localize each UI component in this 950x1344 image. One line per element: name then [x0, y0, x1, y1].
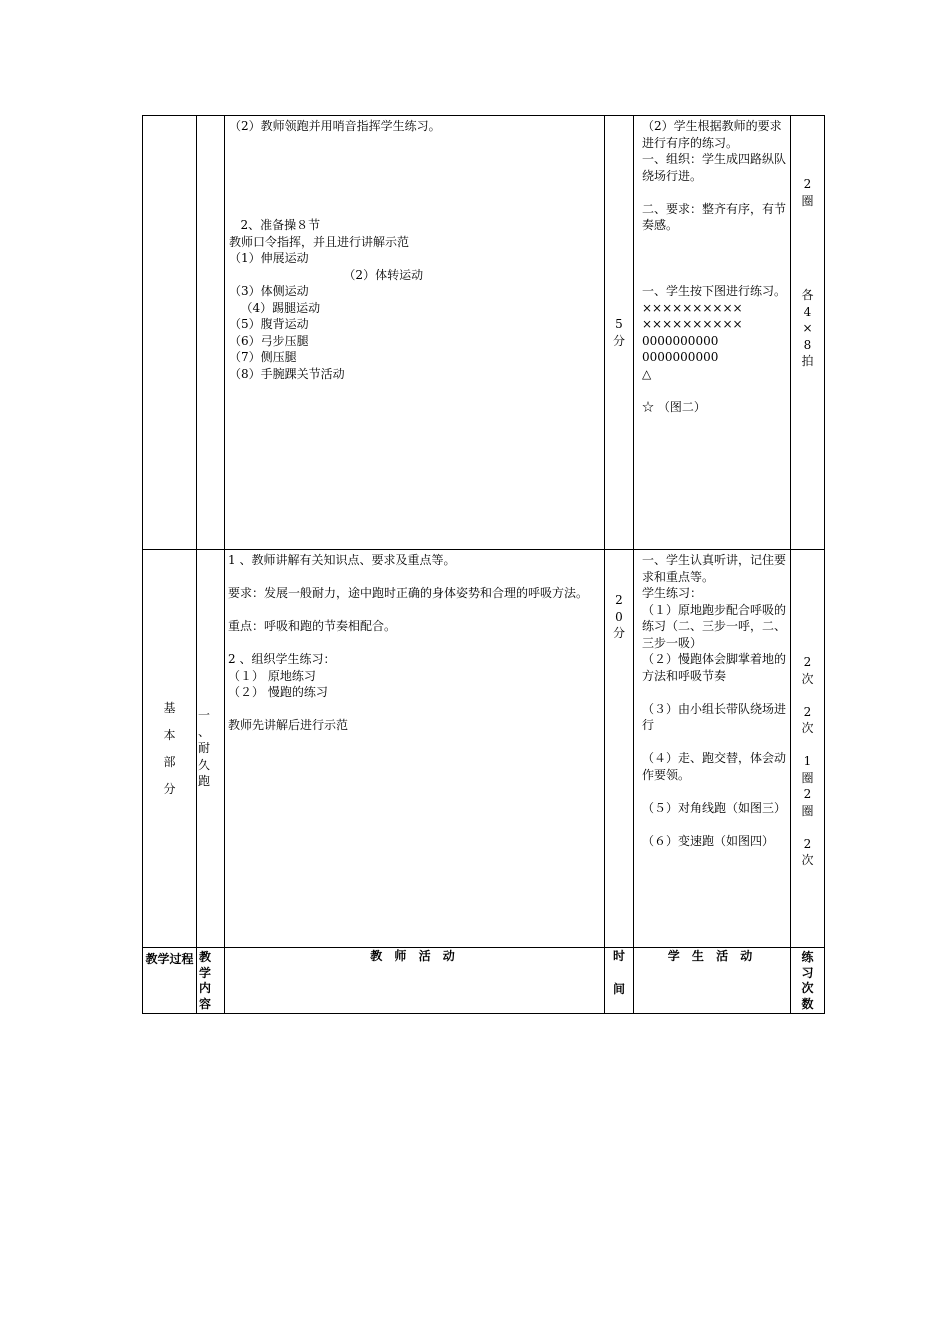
text-line: （5）腹背运动 [229, 317, 309, 331]
stack-char: 圈 [801, 193, 814, 208]
text-line: （7）侧压腿 [229, 350, 297, 364]
text-line: （１）原地跑步配合呼吸的练习（二、三步一呼，二、三步一吸） [642, 602, 787, 650]
stack-char: 5 [615, 317, 623, 331]
time-value [605, 592, 633, 642]
text-line: 跑 [198, 774, 211, 789]
text-line [229, 168, 601, 185]
table-row-endurance [143, 550, 825, 948]
text-line [229, 135, 601, 152]
text-line [642, 684, 786, 701]
text-line: 一、学生按下图进行练习。 [642, 284, 787, 298]
stack-char: 拍 [801, 354, 814, 368]
text-line: 一、组织：学生成四路纵队绕场行进。 [642, 152, 787, 183]
header-process-label: 教学过程 [145, 952, 194, 966]
text-line [642, 250, 786, 267]
header-student [634, 948, 791, 1014]
text-line: （２） 慢跑的练习 [228, 685, 328, 699]
stack-char: 各 [801, 288, 814, 302]
header-time-label: 时 [612, 949, 625, 963]
table-header-row [143, 948, 825, 1014]
count-value [791, 176, 824, 209]
time-cell [605, 550, 634, 948]
count-value [791, 287, 824, 370]
text-line: （3）体侧运动 [229, 284, 309, 298]
stack-char: 分 [163, 781, 176, 796]
header-content-label: 教学内容 [199, 950, 212, 1011]
text-line: 0000000000 [642, 333, 719, 348]
text-line: 耐 [198, 741, 211, 756]
text-line: △ [642, 366, 652, 381]
text-line: （４）走、跑交替，体会动作要领。 [642, 751, 787, 782]
text-line: 2、准备操８节 [229, 218, 321, 232]
text-line: （8）手腕踝关节活动 [229, 366, 345, 381]
stack-char: 圈 [801, 803, 814, 818]
stack-char [791, 819, 824, 836]
text-line: 久 [198, 757, 211, 772]
text-line: 学生练习： [642, 586, 703, 600]
text-line: （2）教师领跑并用哨音指挥学生练习。 [229, 119, 441, 133]
header-time [605, 948, 634, 1014]
text-line [229, 151, 601, 168]
teacher-activity-text [228, 552, 596, 734]
stack-char: 基 [163, 700, 176, 715]
content-label [197, 707, 224, 790]
text-line: 2 、组织学生练习： [228, 652, 336, 666]
teacher-activity-text [229, 118, 601, 382]
header-count [791, 948, 825, 1014]
process-cell [143, 550, 197, 948]
text-line: 要求：发展一般耐力，途中跑时正确的身体姿势和合理的呼吸方法。 [228, 586, 589, 600]
text-line: 重点：呼吸和跑的节奏相配合。 [228, 619, 397, 633]
time-cell [605, 116, 634, 550]
text-line [229, 184, 601, 201]
text-line: 0000000000 [642, 350, 719, 364]
header-teacher-label: 教 师 活 动 [370, 949, 459, 963]
text-line [228, 635, 596, 652]
stack-char: 2 [803, 177, 812, 191]
stack-char: 4 [803, 304, 812, 319]
table-row-warmup [143, 116, 825, 550]
text-line: （３）由小组长带队绕场进行 [642, 701, 787, 732]
text-line: 一 [198, 708, 211, 723]
student-activity-cell [634, 550, 791, 948]
text-line: （1）伸展运动 [229, 251, 309, 265]
stack-char: 1 [803, 754, 812, 768]
text-line: ☆ （图二） [642, 399, 706, 414]
text-line: ×××××××××× [642, 300, 743, 315]
lesson-plan-table [142, 115, 825, 1014]
stack-char: 圈 [801, 770, 814, 785]
stack-char: 部 [163, 754, 176, 769]
text-line [642, 184, 786, 201]
student-activity-text [642, 552, 786, 849]
text-line [642, 734, 786, 751]
stack-char [791, 687, 824, 704]
text-line: （2）体转运动 [229, 267, 424, 282]
stack-char: 2 [803, 836, 812, 851]
header-time-label: 间 [612, 981, 625, 996]
text-line: ×××××××××× [642, 317, 743, 331]
teacher-activity-cell [225, 550, 605, 948]
text-line [228, 602, 596, 619]
text-line: 教师先讲解后进行示范 [228, 718, 349, 732]
stack-char: 分 [612, 626, 625, 640]
process-label [143, 695, 196, 803]
teacher-activity-cell [225, 116, 605, 550]
text-line: （2）学生根据教师的要求进行有序的练习。 [642, 119, 782, 150]
header-content [197, 948, 225, 1014]
stack-char: 次 [801, 853, 814, 867]
text-line [642, 267, 786, 284]
text-line [228, 569, 596, 586]
header-teacher [225, 948, 605, 1014]
stack-char: 2 [803, 655, 812, 669]
content-cell [197, 116, 225, 550]
stack-char: 2 [803, 704, 812, 719]
text-line [642, 234, 786, 251]
time-value [605, 316, 633, 349]
text-line: 二、要求：整齐有序，有节奏感。 [642, 201, 787, 232]
stack-char [791, 737, 824, 754]
header-process [143, 948, 197, 1014]
text-line: 、 [198, 724, 211, 739]
text-line [642, 816, 786, 833]
text-line [228, 701, 596, 718]
stack-char: 2 [803, 787, 812, 801]
stack-char: × [802, 321, 813, 335]
text-line [642, 783, 786, 800]
text-line: （4）踢腿运动 [229, 300, 321, 315]
text-line [642, 382, 786, 399]
process-cell [143, 116, 197, 550]
text-line: （１） 原地练习 [228, 668, 316, 683]
stack-char: 次 [801, 721, 814, 735]
text-line: （6）弓步压腿 [229, 333, 309, 348]
header-count-label: 练习次数 [801, 950, 814, 1011]
header-student-label: 学 生 活 动 [667, 949, 757, 963]
text-line: 1 、教师讲解有关知识点、要求及重点等。 [228, 553, 456, 567]
text-line: （６）变速跑（如图四） [642, 833, 775, 848]
text-line: （５）对角线跑（如图三） [642, 800, 787, 815]
stack-char: 2 [615, 593, 623, 607]
count-cell [791, 550, 825, 948]
student-activity-cell [634, 116, 791, 550]
stack-char: 次 [801, 671, 814, 686]
stack-char: 本 [163, 727, 176, 742]
text-line: （２）慢跑体会脚掌着地的方法和呼吸节奏 [642, 652, 787, 683]
student-activity-text [642, 118, 786, 415]
text-line [229, 201, 601, 218]
text-line: 一、学生认真听讲，记住要求和重点等。 [642, 553, 787, 584]
content-cell [197, 550, 225, 948]
stack-char: 0 [615, 609, 623, 624]
count-cell [791, 116, 825, 550]
stack-char: 8 [803, 337, 812, 352]
stack-char: 分 [612, 333, 625, 348]
count-value [791, 654, 824, 869]
text-line: 教师口令指挥，并且进行讲解示范 [229, 234, 410, 249]
